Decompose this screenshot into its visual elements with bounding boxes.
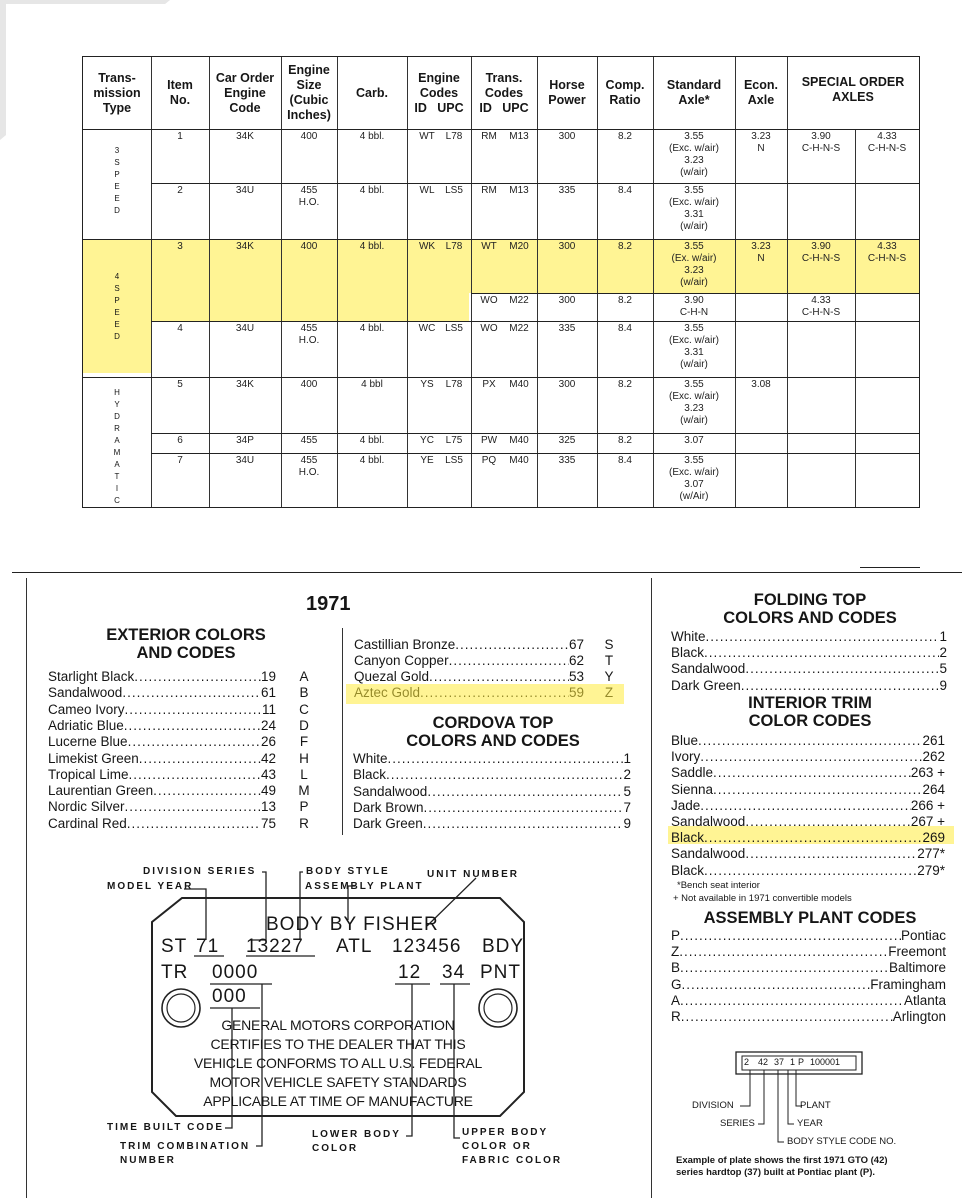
item-number: 279* <box>917 862 945 878</box>
plate-pnt: PNT <box>480 962 521 983</box>
color-number: 42 <box>260 750 276 766</box>
cordova-title: CORDOVA TOP COLORS AND CODES <box>406 714 580 750</box>
plant-code: G <box>671 976 682 992</box>
color-number: 61 <box>260 685 276 701</box>
spec-cell-size: 455 H.O. <box>298 323 320 346</box>
item-number: 5 <box>939 661 947 677</box>
group-4-speed: 4 S P E E D <box>114 272 120 341</box>
group-hydramatic: H Y D R A M A T I C <box>113 388 121 505</box>
interior-note-bench: *Bench seat interior <box>677 880 760 891</box>
spec-cell-tid: WO <box>480 295 498 306</box>
plant-code: R <box>671 1009 681 1024</box>
label-model-year: MODEL YEAR <box>107 881 194 892</box>
item-number: 261 <box>922 733 945 748</box>
spec-cell-eupc: L78 <box>445 379 463 390</box>
item-number: 264 <box>922 781 945 797</box>
spec-cell-size: 455 <box>300 435 318 446</box>
spec-cell-axle: 3.55 (Exc. w/air) 3.31 (w/air) <box>669 185 719 232</box>
spec-cell-eid: WL <box>419 185 435 196</box>
spec-cell-item: 5 <box>177 379 183 390</box>
spec-cell-axle: 3.55 (Exc. w/air) 3.31 (w/air) <box>669 323 719 370</box>
spec-cell-size: 400 <box>300 379 318 390</box>
spec-cell-tid: WO <box>480 323 498 334</box>
spec-cell-comp: 8.2 <box>618 241 632 252</box>
color-code: F <box>299 734 309 750</box>
color-name: Quezal Gold <box>354 669 430 684</box>
item-number: 9 <box>939 677 947 693</box>
color-name: Lucerne Blue <box>48 734 128 750</box>
plant-code: A <box>671 992 681 1008</box>
spec-cell-carb: 4 bbl. <box>359 435 385 446</box>
item-name: Dark Green <box>671 677 741 693</box>
spec-cell-tid: PW <box>480 435 498 446</box>
color-name: Adriatic Blue <box>48 717 124 733</box>
folding-title: FOLDING TOP COLORS AND CODES <box>723 591 897 627</box>
color-name: Starlight Black <box>48 669 135 684</box>
spec-cell-so2: 4.33 C-H-N-S <box>867 241 907 264</box>
color-name: Tropical Lime <box>48 766 129 782</box>
plant-name: Pontiac <box>900 928 946 943</box>
year-title: 1971 <box>306 593 351 615</box>
spec-cell-hp: 300 <box>558 295 576 306</box>
mini-plate-cell: 42 <box>758 1057 769 1067</box>
color-code: T <box>604 653 614 668</box>
spec-cell-eupc: L78 <box>445 241 463 252</box>
color-name: Limekist Green <box>48 750 139 766</box>
spec-cell-hp: 300 <box>558 379 576 390</box>
spec-cell-carb: 4 bbl. <box>359 323 385 334</box>
color-code: C <box>299 701 309 717</box>
item-name: Black <box>671 830 705 846</box>
spec-cell-tupc: M22 <box>509 323 529 334</box>
color-code: P <box>299 799 309 815</box>
spec-cell-tid: PX <box>482 379 496 390</box>
mini-label-series: SERIES <box>720 1118 755 1129</box>
spec-cell-tid: RM <box>481 185 497 196</box>
spec-cell-code: 34K <box>236 131 254 142</box>
spec-cell-size: 455 H.O. <box>298 455 320 478</box>
color-code: S <box>604 637 614 652</box>
spec-cell-comp: 8.2 <box>618 435 632 446</box>
spec-cell-eid: WK <box>418 241 436 252</box>
mini-label-year: YEAR <box>797 1118 823 1129</box>
spec-cell-axle: 3.55 (Exc. w/air) 3.07 (w/Air) <box>669 455 719 502</box>
spec-cell-code: 34U <box>235 185 255 196</box>
color-number: 19 <box>260 669 276 684</box>
color-code: R <box>299 815 309 831</box>
spec-cell-hp: 300 <box>558 241 576 252</box>
label-assembly-plant: ASSEMBLY PLANT <box>305 881 424 892</box>
plant-name: Baltimore <box>888 960 946 976</box>
spec-cell-axle: 3.55 (Ex. w/air) 3.23 (w/air) <box>671 241 717 288</box>
spec-cell-code: 34K <box>236 379 254 390</box>
mini-label-plant: PLANT <box>800 1100 831 1111</box>
item-number: 9 <box>623 816 631 832</box>
header-carb: Carb. <box>356 85 388 100</box>
spec-cell-hp: 300 <box>558 131 576 142</box>
mini-plate-cell: 2 <box>744 1057 750 1067</box>
spec-cell-so1: 4.33 C-H-N-S <box>801 295 841 318</box>
label-time-built: TIME BUILT CODE <box>107 1122 225 1133</box>
plate-body-by-fisher: BODY BY FISHER <box>266 914 439 935</box>
mini-plate-cell: 100001 <box>810 1057 841 1067</box>
item-number: 269 <box>922 830 945 846</box>
spec-cell-tupc: M22 <box>509 295 529 306</box>
plant-code: Z <box>671 944 680 960</box>
item-name: Dark Brown <box>353 799 424 815</box>
color-number: 24 <box>260 717 276 733</box>
spec-cell-econ: 3.08 <box>751 379 771 390</box>
spec-cell-eupc: L75 <box>445 435 463 446</box>
plant-code: P <box>671 928 681 943</box>
color-number: 26 <box>260 734 276 750</box>
header-standard-axle: Standard Axle* <box>666 78 722 107</box>
item-name: White <box>353 751 388 766</box>
plate-style-code: 13227 <box>246 936 304 957</box>
plant-code: B <box>671 960 681 976</box>
spec-cell-comp: 8.2 <box>618 295 632 306</box>
item-name: White <box>671 629 706 644</box>
plate-certification: GENERAL MOTORS CORPORATION CERTIFIES TO THE DEALER THAT THIS VEHICLE CONFORMS TO ALL U.S. FEDERAL MOTOR VEHICLE SAFETY STANDARDS APPLICABLE AT TIME OF MANUFACTURE <box>193 1017 483 1109</box>
color-name: Cameo Ivory <box>48 701 125 717</box>
spec-cell-tid: WT <box>481 241 497 252</box>
item-name: Ivory <box>671 749 701 765</box>
color-name: Cardinal Red <box>48 815 127 831</box>
spec-cell-tid: PQ <box>481 455 497 466</box>
spec-cell-axle: 3.55 (Exc. w/air) 3.23 (w/air) <box>669 379 719 426</box>
mini-plate-cell: 1 <box>790 1057 796 1067</box>
color-number: 67 <box>568 637 584 652</box>
header-engine-codes: Engine Codes ID UPC <box>414 70 464 115</box>
plate-lower-code: 12 <box>398 962 422 983</box>
plate-upper-code: 34 <box>442 962 466 983</box>
color-name: Castillian Bronze <box>354 637 456 652</box>
spec-cell-code: 34U <box>235 455 255 466</box>
spec-cell-axle: 3.55 (Exc. w/air) 3.23 (w/air) <box>669 131 719 178</box>
header-horse-power: Horse Power <box>548 78 586 107</box>
spec-cell-so2: 4.33 C-H-N-S <box>867 131 907 154</box>
mini-plate-cell: P <box>798 1057 805 1067</box>
item-name: Sienna <box>671 781 714 797</box>
plate-unit-code: 123456 <box>392 936 462 957</box>
item-number: 2 <box>939 645 947 661</box>
spec-cell-item: 2 <box>177 185 183 196</box>
header-econ-axle: Econ. Axle <box>743 78 779 107</box>
plant-name: Freemont <box>888 944 946 960</box>
item-number: 7 <box>623 799 631 815</box>
label-trim-combination: TRIM COMBINATION NUMBER <box>120 1141 251 1166</box>
spec-cell-carb: 4 bbl. <box>359 455 385 466</box>
spec-cell-eupc: LS5 <box>445 455 463 466</box>
spec-cell-eid: WT <box>419 131 435 142</box>
plant-name: Framingham <box>870 976 946 992</box>
spec-cell-carb: 4 bbl <box>361 379 383 390</box>
item-number: 1 <box>623 751 631 766</box>
item-name: Blue <box>671 733 699 748</box>
label-body-style: BODY STYLE <box>306 866 390 877</box>
spec-cell-size: 455 H.O. <box>298 185 320 208</box>
item-name: Black <box>671 862 705 878</box>
group-3-speed: 3 S P E E D <box>114 146 120 215</box>
plate-year-code: 71 <box>196 936 220 957</box>
spec-cell-comp: 8.4 <box>618 455 632 466</box>
mini-plate-caption: Example of plate shows the first 1971 GTO (42) series hardtop (37) built at Pontiac plant (P). <box>676 1155 888 1178</box>
plate-bdy: BDY <box>482 936 525 957</box>
spec-cell-item: 7 <box>177 455 183 466</box>
spec-cell-item: 3 <box>177 241 183 252</box>
spec-cell-eid: YC <box>420 435 434 446</box>
label-lower-body: LOWER BODY COLOR <box>312 1129 401 1154</box>
color-number: 43 <box>260 766 276 782</box>
header-special-order: SPECIAL ORDER AXLES <box>801 75 905 104</box>
spec-cell-tupc: M40 <box>509 435 529 446</box>
spec-cell-comp: 8.2 <box>618 131 632 142</box>
spec-cell-tupc: M20 <box>509 241 529 252</box>
spec-cell-hp: 335 <box>558 455 576 466</box>
spec-cell-comp: 8.4 <box>618 185 632 196</box>
spec-cell-eupc: LS5 <box>445 323 463 334</box>
item-name: Saddle <box>671 765 714 781</box>
color-code: D <box>299 717 309 733</box>
color-number: 11 <box>261 701 276 717</box>
color-number: 13 <box>260 799 276 815</box>
spec-cell-code: 34K <box>236 241 254 252</box>
color-number: 62 <box>568 653 584 668</box>
spec-cell-tupc: M40 <box>509 379 529 390</box>
spec-cell-eid: YE <box>420 455 434 466</box>
spec-cell-carb: 4 bbl. <box>359 241 385 252</box>
plate-plant-code: ATL <box>336 936 373 957</box>
spec-cell-carb: 4 bbl. <box>359 185 385 196</box>
item-number: 2 <box>623 767 631 783</box>
plate-st: ST <box>161 936 188 957</box>
interior-note-convertible: + Not available in 1971 convertible models <box>673 893 852 904</box>
spec-cell-econ: 3.23 N <box>751 131 771 154</box>
color-code: H <box>299 750 309 766</box>
color-number: 75 <box>260 815 276 831</box>
spec-cell-code: 34U <box>235 323 255 334</box>
item-name: Black <box>353 767 387 783</box>
spec-cell-tupc: M13 <box>509 131 529 142</box>
spec-cell-eid: YS <box>420 379 434 390</box>
color-number: 53 <box>568 669 584 684</box>
color-code: A <box>299 669 309 684</box>
label-unit-number: UNIT NUMBER <box>427 869 519 880</box>
spec-cell-so1: 3.90 C-H-N-S <box>801 131 841 154</box>
spec-cell-size: 400 <box>300 241 318 252</box>
item-number: 277* <box>917 846 945 862</box>
header-comp-ratio: Comp. Ratio <box>605 78 645 107</box>
mini-label-division: DIVISION <box>692 1100 734 1111</box>
plant-name: Arlington <box>892 1009 946 1024</box>
color-name: Canyon Copper <box>354 653 449 668</box>
color-name: Laurentian Green <box>48 783 154 799</box>
spec-cell-comp: 8.2 <box>618 379 632 390</box>
spec-cell-hp: 335 <box>558 185 576 196</box>
label-upper-body: UPPER BODY COLOR OR FABRIC COLOR <box>462 1127 563 1166</box>
color-code: M <box>298 783 310 799</box>
item-name: Sandalwood <box>671 846 746 862</box>
spec-cell-eupc: LS5 <box>445 185 463 196</box>
item-number: 1 <box>939 629 947 644</box>
item-number: 263 + <box>910 765 945 781</box>
spec-cell-econ: 3.23 N <box>751 241 771 264</box>
plate-trim-code: 0000 <box>212 962 259 983</box>
plate-time-code: 000 <box>212 986 247 1007</box>
color-code: Y <box>604 669 614 684</box>
item-number: 262 <box>922 749 945 765</box>
header-trans-codes: Trans. Codes ID UPC <box>479 70 529 115</box>
item-number: 267 + <box>910 814 945 829</box>
spec-cell-hp: 335 <box>558 323 576 334</box>
spec-cell-item: 4 <box>177 323 183 334</box>
spec-cell-item: 1 <box>177 131 183 142</box>
spec-cell-eid: WC <box>418 323 436 334</box>
header-item-no: Item No. <box>167 78 193 107</box>
item-name: Black <box>671 645 705 661</box>
item-name: Sandalwood <box>671 661 746 677</box>
color-name: Nordic Silver <box>48 799 125 815</box>
assembly-title: ASSEMBLY PLANT CODES <box>703 909 917 927</box>
spec-cell-comp: 8.4 <box>618 323 632 334</box>
spec-cell-axle: 3.07 <box>684 435 704 446</box>
item-number: 5 <box>623 783 631 799</box>
color-code: L <box>300 766 308 782</box>
spec-cell-so1: 3.90 C-H-N-S <box>801 241 841 264</box>
spec-cell-code: 34P <box>236 435 254 446</box>
spec-cell-tupc: M13 <box>509 185 529 196</box>
plate-tr: TR <box>161 962 189 983</box>
color-name: Sandalwood <box>48 685 123 701</box>
header-engine-size: Engine Size (Cubic Inches) <box>287 63 331 122</box>
exterior-title: EXTERIOR COLORS AND CODES <box>106 626 266 662</box>
item-name: Dark Green <box>353 816 423 832</box>
spec-cell-axle: 3.90 C-H-N <box>679 295 709 318</box>
spec-cell-hp: 325 <box>558 435 576 446</box>
item-number: 266 + <box>910 797 945 813</box>
color-number: 49 <box>260 783 276 799</box>
spec-cell-tid: RM <box>481 131 497 142</box>
spec-cell-item: 6 <box>177 435 183 446</box>
header-trans-type: Trans- mission Type <box>93 70 141 115</box>
mini-plate-cell: 37 <box>774 1057 785 1067</box>
item-name: Sandalwood <box>671 814 746 829</box>
item-name: Sandalwood <box>353 783 428 799</box>
color-code: B <box>299 685 309 701</box>
spec-cell-tupc: M40 <box>509 455 529 466</box>
spec-cell-size: 400 <box>300 131 318 142</box>
mini-label-body-style: BODY STYLE CODE NO. <box>787 1136 897 1147</box>
plant-name: Atlanta <box>903 992 946 1008</box>
header-engine-code: Car Order Engine Code <box>215 70 275 115</box>
interior-title: INTERIOR TRIM COLOR CODES <box>748 694 872 730</box>
spec-cell-eupc: L78 <box>445 131 463 142</box>
item-name: Jade <box>671 797 701 813</box>
spec-cell-carb: 4 bbl. <box>359 131 385 142</box>
label-division-series: DIVISION SERIES <box>143 866 257 877</box>
